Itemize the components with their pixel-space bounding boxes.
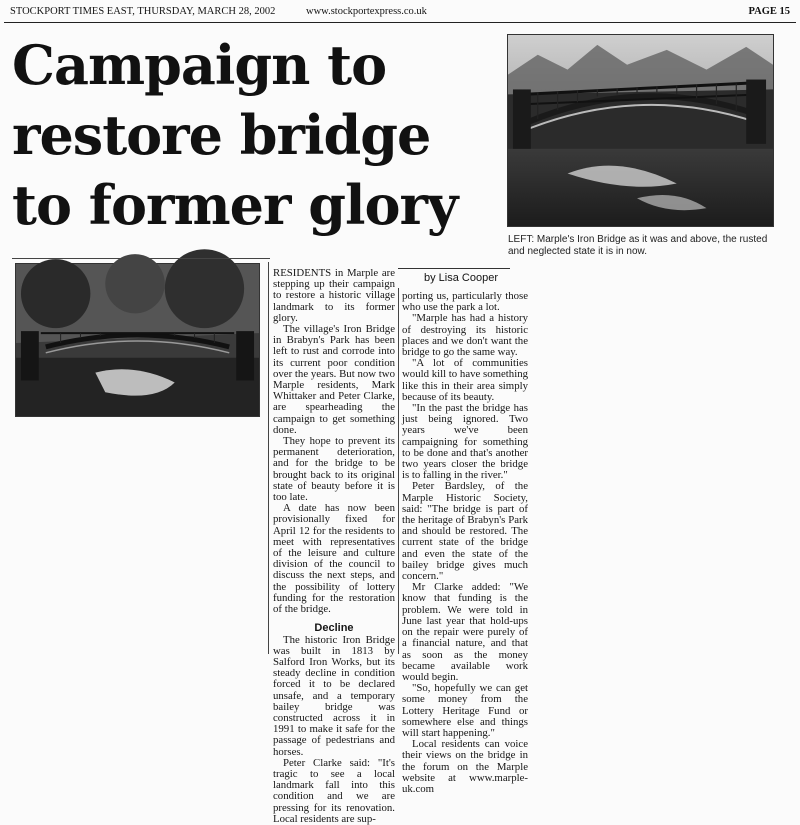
col1-para-2: The village's Iron Bridge in Brabyn's Park has been left to rust and corrode into its current poor condition over the years. But now two Marple residents, Mark Whittaker and Peter Clarke, are spearheading the campaign to get something done. [273,323,395,436]
col1-para-6: Peter Clarke said: "It's tragic to see a local landmark fall into this condition and we are pressing for its renovation. Local residents are sup- [273,756,395,825]
col2-para-2: "Marple has had a history of destroying its historic places and we don't want the bridge to go the same way. [402,312,528,359]
left-panel-rule [12,258,270,259]
column-divider-left [268,262,269,654]
article-column-2 [402,290,528,795]
masthead [10,6,790,20]
headline-line-2: restore bridge [12,103,431,167]
byline-rule [398,268,510,269]
article-column-1 [273,267,395,825]
col2-para-7: "So, hopefully we can get some money from the Lottery Heritage Fund or somewhere else and things will start happening." [402,682,528,739]
headline [12,30,502,240]
subhead-decline: Decline [314,622,354,635]
col1-para-1: RESIDENTS in Marple are stepping up their campaign to restore a historic village landmark to its former glory. [273,267,395,324]
col2-para-4: "In the past the bridge has just being ignored. Two years we've been campaigning for something to be done and that's another two years closer the bridge is to falling in the river." [402,402,528,482]
col1-para-4: A date has now been provisionally fixed for April 12 for the residents to meet with representatives of the leisure and culture division of the council to discuss the next steps, and the possibility of lottery funding for the restoration of the bridge. [273,502,395,616]
col2-para-8: Local residents can voice their views on the bridge in the forum on the Marple website at www.marple-uk.com [402,738,528,795]
col2-para-1: porting us, particularly those who use the park a lot. [402,290,528,314]
headline-line-3: to former glory [12,173,458,237]
col2-para-5: Peter Bardsley, of the Marple Historic Society, said: "The bridge is part of the heritage of Brabyn's Park and should be restored. The current state of the bridge and even the state of the bailey bridge gives much concern." [402,480,528,583]
byline: by Lisa Cooper [424,272,498,284]
col1-para-3: They hope to prevent its permanent deterioration, and for the bridge to be brought back to its original state of beauty before it is too late. [273,435,395,504]
page-number: PAGE 15 [748,6,790,17]
masthead-website: www.stockportexpress.co.uk [306,6,427,17]
column-divider-middle [398,288,399,654]
headline-line-1: Campaign to [12,33,387,97]
masthead-date: STOCKPORT TIMES EAST, THURSDAY, MARCH 28, 2002 [10,6,276,17]
col2-para-3: "A lot of communities would kill to have something like this in their area simply because of its beauty. [402,357,528,403]
photo-historic-bridge [15,263,260,417]
photo-caption: LEFT: Marple's Iron Bridge as it was and above, the rusted and neglected state it is in now. [508,234,768,257]
top-rule [4,22,796,23]
col2-para-6: Mr Clarke added: "We know that funding is the problem. We were told in June last year that hold-ups on the repair were purely of a financial nature, and that as soon as the money became available work would begin. [402,581,528,683]
col1-para-5: The historic Iron Bridge was built in 1813 by Salford Iron Works, but its steady decline in condition forced it to be declared unsafe, and a temporary bailey bridge was constructed across it in 1991 to make it safe for the passage of pedestrians and horses. [273,633,395,758]
photo-rusted-bridge [507,34,774,227]
